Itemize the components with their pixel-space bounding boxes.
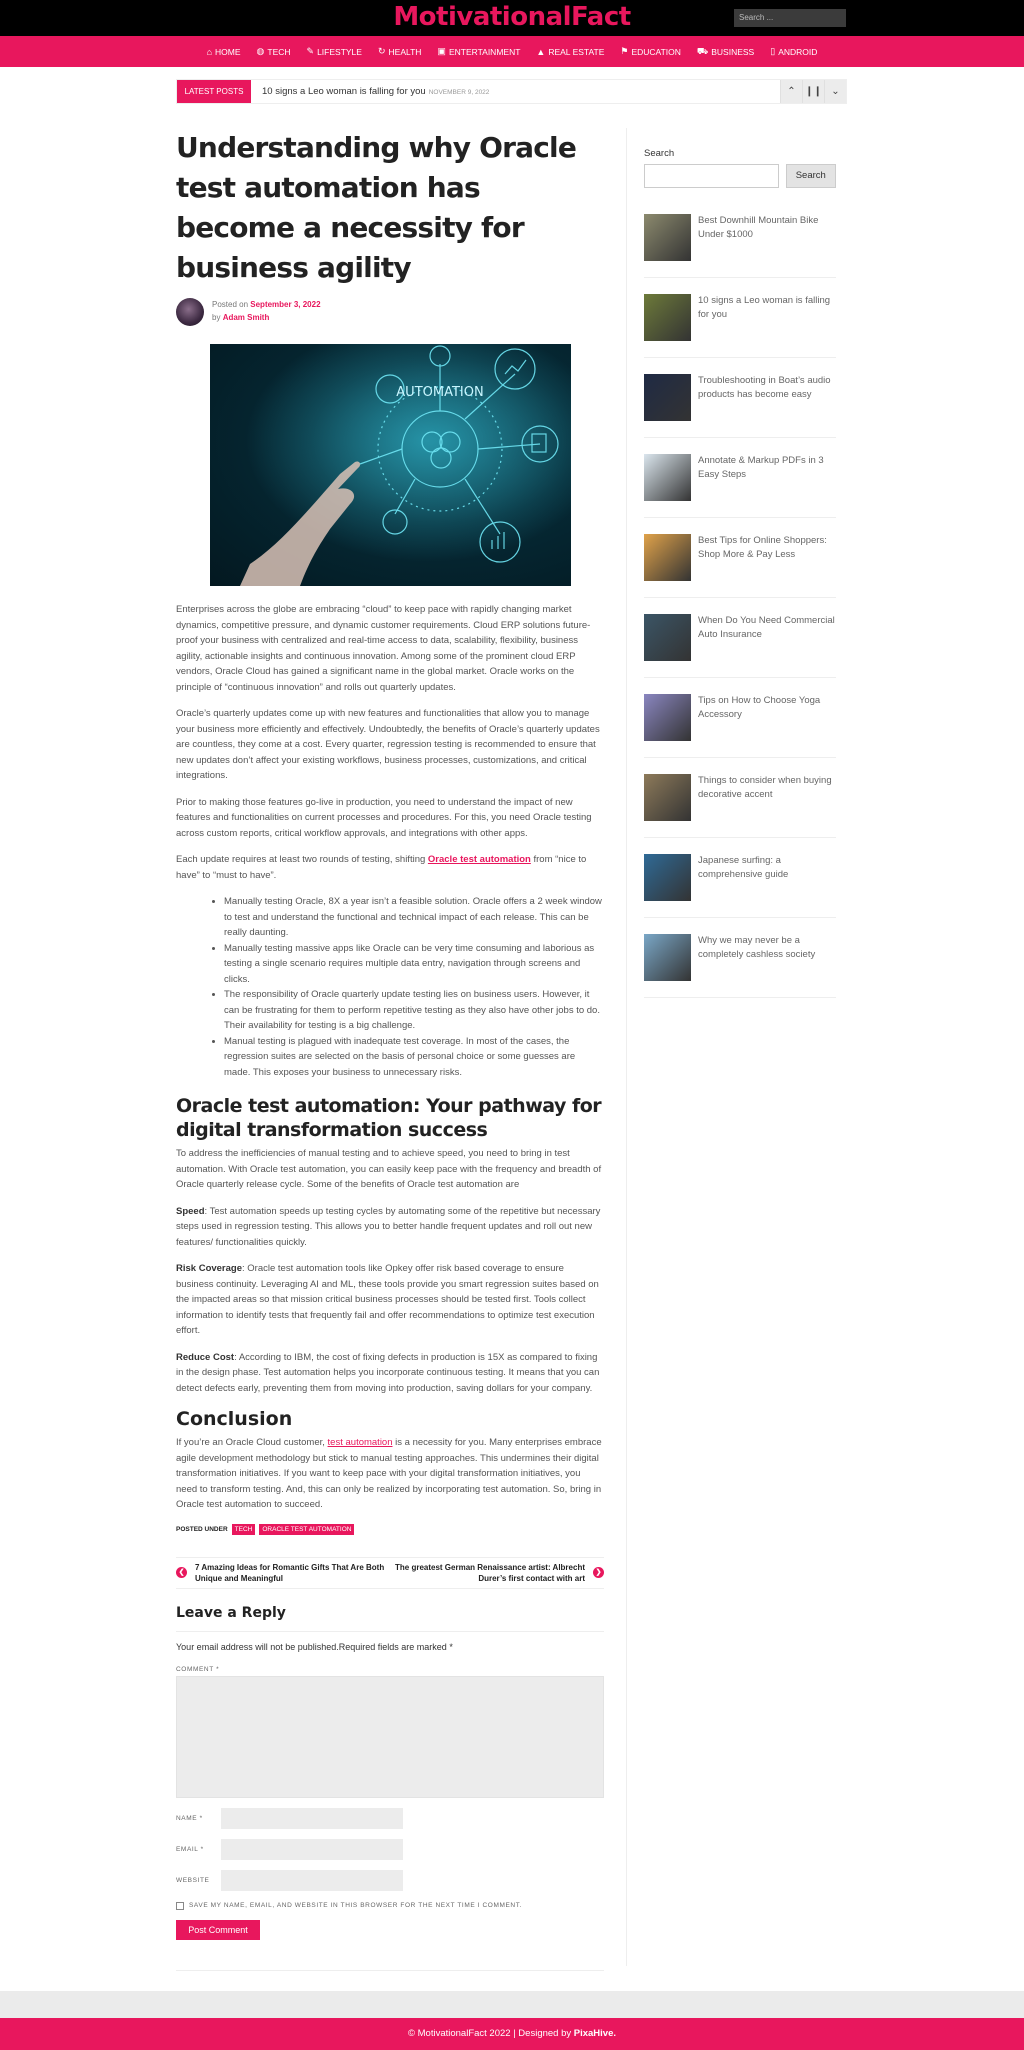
nav-item-business[interactable] <box>697 46 754 58</box>
post-navigation <box>176 1557 604 1589</box>
nav-item-tech[interactable] <box>257 46 291 57</box>
image-caption-text: AUTOMATION <box>396 385 484 400</box>
article <box>176 128 604 1971</box>
sidebar-divider <box>626 128 627 1966</box>
posted-by <box>212 313 269 322</box>
recent-post-item[interactable] <box>644 358 836 438</box>
flag-icon: ⚑ <box>620 46 629 56</box>
website-label: WEBSITE <box>176 1876 210 1884</box>
recent-post-title[interactable]: Troubleshooting in Boat’s audio products has become easy <box>698 375 831 400</box>
latest-posts-ticker <box>176 79 847 104</box>
recent-post-thumbnail[interactable] <box>644 934 691 981</box>
paragraph <box>176 1204 604 1251</box>
post-title: Understanding why Oracle test automation has become a necessity for business agility <box>176 131 577 284</box>
recent-post-thumbnail[interactable] <box>644 694 691 741</box>
copyright-text: © MotivationalFact 2022 | Designed by <box>407 2028 572 2039</box>
save-info-checkbox[interactable] <box>176 1902 184 1910</box>
paragraph-text: from “nice to have” to “must to have”. <box>176 854 587 881</box>
paragraph: Prior to making those features go-live in production, you need to understand the impact of new features and functionalities on current processes and procedures. For this, you need Oracle testing across custom reports, critical workflow approvals, and integrations with other apps. <box>176 796 592 839</box>
name-row <box>176 1808 604 1829</box>
bullet-list <box>224 894 604 1080</box>
featured-image <box>210 344 571 586</box>
nav-item-label: ENTERTAINMENT <box>448 46 521 57</box>
recent-posts <box>644 214 836 998</box>
globe-icon: ◍ <box>256 46 265 56</box>
risk-label: Risk Coverage <box>176 1263 243 1274</box>
paragraph-text: : Oracle test automation tools like Opkey offer risk based coverage to ensure business continuity. Leveraging AI and ML, these tools provide you smart regression suites based on the impacted areas so that mission critical business processes should be tested first. Tools collect information to identify tests that frequently fail and offer recommendations to optimize test execution effort. <box>176 1263 599 1336</box>
paragraph-text: : According to IBM, the cost of fixing defects in production is 15X as compared to fixing in the design phase. Test automation helps you incorporate continuous testing. It means that you can detect defects early, preventing them from moving into production, saving dollars for your company. <box>176 1351 600 1394</box>
list-item: • Manual testing is plagued with inadequate test coverage. In most of the cases, the regression suites are selected on the basis of personal choice or some guesses are made. This exposes your business to unnecessary risks. <box>224 1034 604 1081</box>
nav-item-real-estate[interactable] <box>536 47 604 57</box>
list-item: • The responsibility of Oracle quarterly update testing lies on business users. However, it can be frustrating for them to perform repetitive testing as they also have other jobs to do. Their availability for testing is a big challenge. <box>224 987 604 1034</box>
comment-label: COMMENT * <box>176 1665 220 1673</box>
home-icon: ⌂ <box>206 46 213 57</box>
chevron-right-icon: ❯ <box>593 1567 604 1578</box>
ticker-post-title[interactable]: 10 signs a Leo woman is falling for you <box>262 86 426 97</box>
ticker-prev-icon[interactable]: ⌃ <box>780 80 802 103</box>
website-field[interactable] <box>221 1870 403 1891</box>
ticker-pause-icon[interactable]: ❙❙ <box>802 80 824 103</box>
recent-post-title[interactable]: Why we may never be a completely cashless society <box>698 935 816 960</box>
name-field[interactable] <box>221 1808 403 1829</box>
recent-post-item[interactable] <box>644 278 836 358</box>
nav-item-label: HEALTH <box>388 46 422 57</box>
chevron-left-icon: ❮ <box>176 1567 187 1578</box>
recent-post-title[interactable]: Japanese surfing: a comprehensive guide <box>698 855 789 880</box>
nav-item-home[interactable] <box>207 47 241 57</box>
recent-post-title[interactable]: When Do You Need Commercial Auto Insurance <box>698 615 835 640</box>
site-logo[interactable]: MotivationalFact <box>393 2 631 32</box>
by-label: by <box>212 313 221 322</box>
oracle-test-automation-link[interactable]: Oracle test automation <box>427 854 531 865</box>
section-heading: Oracle test automation: Your pathway for digital transformation success <box>176 1095 602 1141</box>
sidebar-search-input[interactable] <box>644 164 779 188</box>
sidebar-search-label: Search <box>644 148 675 159</box>
recent-post-thumbnail[interactable] <box>644 374 691 421</box>
mobile-icon: ▯ <box>770 46 776 56</box>
post-meta <box>176 298 604 330</box>
ticker-next-icon[interactable]: ⌄ <box>824 80 846 103</box>
recent-post-thumbnail[interactable] <box>644 294 691 341</box>
recent-post-item[interactable] <box>644 598 836 678</box>
previous-post-title[interactable]: 7 Amazing Ideas for Romantic Gifts That Are Both Unique and Meaningful <box>195 1562 385 1583</box>
email-field[interactable] <box>221 1839 403 1860</box>
tag-oracle-test-automation[interactable]: ORACLE TEST AUTOMATION <box>259 1524 354 1535</box>
nav-item-entertainment[interactable] <box>437 46 520 57</box>
name-label: NAME * <box>176 1814 203 1822</box>
recent-post-thumbnail[interactable] <box>644 214 691 261</box>
recent-post-item[interactable] <box>644 918 836 998</box>
posted-on-label: Posted on <box>212 300 249 309</box>
paragraph <box>176 1350 604 1397</box>
nav-item-android[interactable] <box>770 46 817 57</box>
posted-under-label: POSTED UNDER <box>176 1525 228 1533</box>
author-avatar <box>176 298 204 326</box>
ticker-post-link[interactable] <box>262 80 489 104</box>
author-link[interactable]: Adam Smith <box>222 313 270 322</box>
speed-label: Speed <box>176 1205 205 1217</box>
recent-post-item[interactable] <box>644 518 836 598</box>
paragraph-text: If you’re an Oracle Cloud customer, <box>176 1437 328 1448</box>
paragraph-text: : Test automation speeds up testing cycles by automating some of the repetitive but necessary steps used in regression testing. This allows you to better handle frequent updates and roll out new features/ functionalities quickly. <box>176 1205 601 1248</box>
recent-post-title[interactable]: 10 signs a Leo woman is falling for you <box>698 295 831 320</box>
reply-note: Your email address will not be published.Required fields are marked * <box>176 1641 453 1652</box>
recent-post-item[interactable] <box>644 678 836 758</box>
email-label: EMAIL * <box>176 1845 204 1853</box>
save-info-label: SAVE MY NAME, EMAIL, AND WEBSITE IN THIS BROWSER FOR THE NEXT TIME I COMMENT. <box>189 1902 522 1909</box>
nav-item-label: BUSINESS <box>711 46 755 57</box>
film-icon: ▣ <box>437 46 446 56</box>
nav-item-health[interactable] <box>378 46 421 57</box>
conclusion-heading: Conclusion <box>176 1408 293 1430</box>
recent-post-title[interactable]: Tips on How to Choose Yoga Accessory <box>698 695 821 720</box>
designer-link[interactable]: PixaHive. <box>573 2028 617 2039</box>
post-comment-button[interactable]: Post Comment <box>176 1920 260 1940</box>
ticker-label: LATEST POSTS <box>177 80 251 103</box>
recent-post-thumbnail[interactable] <box>644 854 691 901</box>
sidebar <box>644 148 836 998</box>
recent-post-item[interactable] <box>644 438 836 518</box>
next-post-link[interactable] <box>394 1562 604 1584</box>
footer <box>0 2018 1024 2050</box>
recent-post-thumbnail[interactable] <box>644 534 691 581</box>
recent-post-title[interactable]: Annotate & Markup PDFs in 3 Easy Steps <box>698 455 824 480</box>
nav-item-label: ANDROID <box>778 46 818 57</box>
footer-widget-area <box>0 1991 1024 2018</box>
cart-icon: ⛟ <box>696 45 709 56</box>
post-date-link[interactable]: September 3, 2022 <box>250 300 321 309</box>
pen-icon: ✎ <box>306 46 315 56</box>
paragraph-text: Each update requires at least two rounds of testing, shifting <box>176 854 428 865</box>
tag-tech[interactable]: TECH <box>232 1524 256 1535</box>
posted-on <box>212 300 321 309</box>
article-content <box>176 602 604 1513</box>
building-icon: ▲ <box>536 46 546 57</box>
save-info-row <box>176 1902 604 1910</box>
email-row <box>176 1839 604 1860</box>
nav-item-lifestyle[interactable] <box>307 46 362 57</box>
sidebar-search <box>644 164 836 188</box>
nav-item-education[interactable] <box>620 46 681 57</box>
article-divider <box>176 1970 604 1971</box>
recent-post-thumbnail[interactable] <box>644 454 691 501</box>
previous-post-link[interactable] <box>176 1562 386 1584</box>
nav-item-label: LIFESTYLE <box>317 46 362 57</box>
sidebar-search-button[interactable]: Search <box>786 164 836 188</box>
test-automation-link[interactable]: test automation <box>327 1437 393 1448</box>
top-bar <box>0 0 1024 36</box>
recent-post-title[interactable]: Things to consider when buying decorative accent <box>698 775 832 800</box>
recent-post-thumbnail[interactable] <box>644 774 691 821</box>
paragraph: Enterprises across the globe are embracing “cloud” to keep pace with rapidly changing market dynamics, competitive pressure, and dynamic customer requirements. Cloud ERP solutions future-proof your business with centralized and real-time access to data, scalability, flexibility, business agility, actionable insights and continuous innovation. Among some of the prominent cloud ERP vendors, Oracle Cloud has gained a significant name in the global market. Oracle works on the principle of “continuous innovation” and rolls out quarterly updates. <box>176 604 591 693</box>
nav-item-label: HOME <box>215 46 241 57</box>
recent-post-thumbnail[interactable] <box>644 614 691 661</box>
recent-post-title[interactable]: Best Tips for Online Shoppers: Shop More & Pay Less <box>698 535 827 560</box>
paragraph-text: is a necessity for you. Many enterprises embrace agile development methodology but stick to manual testing approaches. This undermines their digital transformation initiatives. If you want to keep pace with your digital transformation initiatives, you need to transform testing. And, this can only be realized by incorporating test automation. So, bring in Oracle test automation to succeed. <box>176 1437 602 1510</box>
comment-textarea[interactable] <box>176 1676 604 1798</box>
recent-post-title[interactable]: Best Downhill Mountain Bike Under $1000 <box>698 215 819 240</box>
refresh-icon: ↻ <box>377 46 386 56</box>
paragraph <box>176 1261 604 1339</box>
nav-menu <box>0 36 1024 67</box>
nav-item-label: EDUCATION <box>631 46 681 57</box>
website-row <box>176 1870 604 1891</box>
paragraph <box>176 852 604 883</box>
paragraph: Oracle’s quarterly updates come up with new features and functionalities that allow you to manage your business more efficiently and effectively. Undoubtedly, the benefits of Oracle’s quarterly updates are countless, they come at a cost. Every quarter, regression testing is recommended to ensure that new updates don’t affect your existing workflows, business processes, customizations, and critical integrations. <box>176 708 600 781</box>
nav-item-label: REAL ESTATE <box>548 46 605 57</box>
ticker-controls <box>780 80 846 103</box>
paragraph: To address the inefficiencies of manual testing and to achieve speed, you need to bring in test automation. With Oracle test automation, you can easily keep pace with the frequency and breadth of Oracle quarterly release cycle. Some of the benefits of Oracle test automation are <box>176 1148 602 1190</box>
next-post-title[interactable]: The greatest German Renaissance artist: Albrecht Durer’s first contact with art <box>395 1562 585 1583</box>
nav-item-label: TECH <box>267 46 291 57</box>
list-item: • Manually testing Oracle, 8X a year isn’t a feasible solution. Oracle offers a 2 week window to test and understand the functional and technical impact of each release. This can be really daunting. <box>224 894 604 941</box>
ticker-post-date: NOVEMBER 9, 2022 <box>428 89 490 96</box>
recent-post-item[interactable] <box>644 214 836 278</box>
reply-heading: Leave a Reply <box>176 1605 604 1632</box>
recent-post-item[interactable] <box>644 838 836 918</box>
list-item: • Manually testing massive apps like Oracle can be very time consuming and laborious as testing a single scenario requires multiple data entry, navigation through screens and clicks. <box>224 941 604 988</box>
paragraph <box>176 1435 604 1513</box>
cost-label: Reduce Cost <box>176 1351 235 1363</box>
automation-illustration <box>210 344 571 586</box>
recent-post-item[interactable] <box>644 758 836 838</box>
post-categories <box>176 1524 604 1535</box>
main-navigation <box>0 36 1024 67</box>
header-search-input[interactable]: Search ... <box>734 9 846 27</box>
